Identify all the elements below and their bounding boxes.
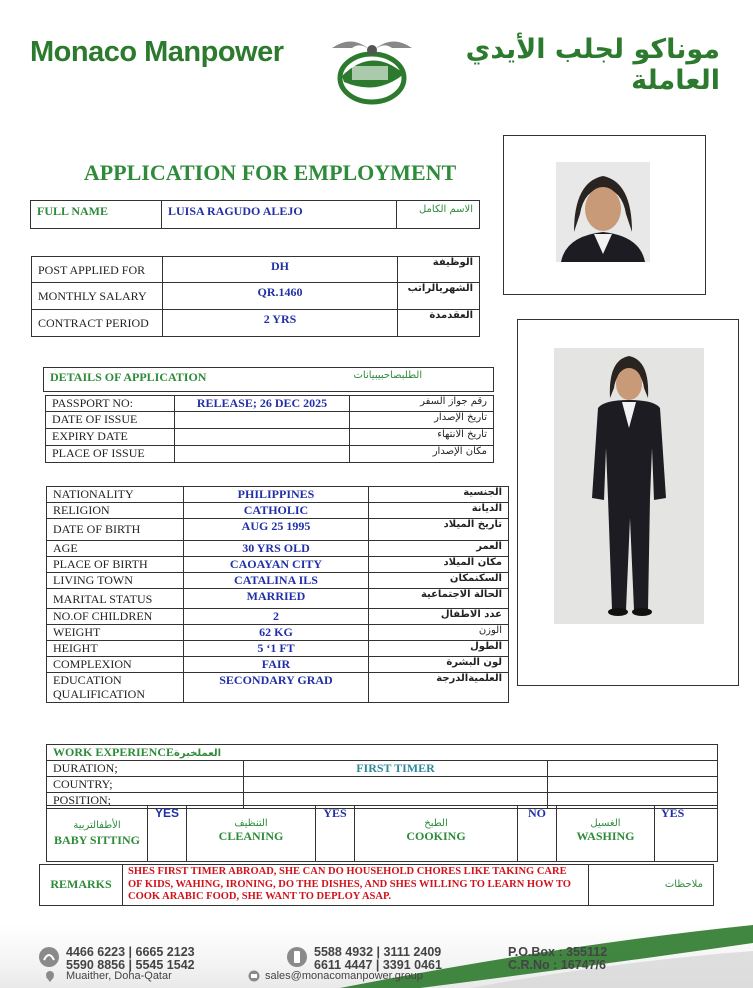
skill-answer: YES	[655, 806, 718, 862]
phones-line-4: 6611 4447 | 3391 0461	[314, 958, 442, 972]
table-row	[47, 761, 718, 777]
personal-value: 2	[184, 609, 369, 625]
location-icon	[44, 970, 56, 982]
passport-label: EXPIRY DATE	[46, 429, 175, 446]
table-row	[47, 657, 509, 673]
table-row	[47, 573, 509, 589]
personal-value: 5 ‘1 FT	[184, 641, 369, 657]
personal-value: PHILIPPINES	[184, 487, 369, 503]
remarks-label-arabic: ملاحظات	[589, 865, 714, 906]
job-label: MONTHLY SALARY	[32, 283, 163, 310]
job-label-arabic: العقدمدة	[398, 310, 480, 337]
skill-label: BABY SITTING	[54, 833, 140, 847]
work-experience-title-arabic: العملخبرة	[174, 748, 222, 759]
skills-table	[46, 805, 718, 862]
personal-label: NATIONALITY	[47, 487, 184, 503]
personal-label: DATE OF BIRTH	[47, 519, 184, 541]
full-name-value: LUISA RAGUDO ALEJO	[162, 201, 397, 229]
personal-label-arabic: الوزن	[369, 625, 509, 641]
application-details-header	[43, 367, 494, 392]
brand-name-arabic: موناكو لجلب الأيدي العاملة	[465, 34, 720, 96]
work-value	[244, 777, 548, 793]
table-row	[47, 589, 509, 609]
mobile-icon	[286, 946, 308, 968]
table-row	[47, 641, 509, 657]
passport-label: PLACE OF ISSUE	[46, 446, 175, 463]
passport-value	[175, 412, 350, 429]
personal-label: HEIGHT	[47, 641, 184, 657]
skill-cell	[355, 806, 518, 862]
skill-label-arabic: الأطفالتربية	[73, 820, 121, 831]
remarks-label: REMARKS	[40, 865, 123, 906]
table-row	[47, 541, 509, 557]
skill-answer: YES	[148, 806, 187, 862]
personal-label-arabic: العمر	[369, 541, 509, 557]
skill-answer: YES	[316, 806, 355, 862]
passport-label-arabic: مكان الإصدار	[350, 446, 494, 463]
job-label: POST APPLIED FOR	[32, 257, 163, 283]
address: Muaither, Doha-Qatar	[66, 970, 172, 982]
personal-value: CATALINA ILS	[184, 573, 369, 589]
skill-label-arabic: الطبخ	[424, 818, 448, 829]
job-label-arabic: الشهريالراتب	[398, 283, 480, 310]
passport-value	[175, 446, 350, 463]
application-details-title-arabic: الطلبصاحبيبيانات	[348, 368, 494, 392]
personal-label: PLACE OF BIRTH	[47, 557, 184, 573]
portrait-photo-frame	[503, 135, 706, 295]
phone-icon	[38, 946, 60, 968]
table-row	[32, 310, 480, 337]
job-value: QR.1460	[163, 283, 398, 310]
passport-label: PASSPORT NO:	[46, 396, 175, 412]
table-row	[32, 283, 480, 310]
table-row	[47, 503, 509, 519]
table-row	[47, 777, 718, 793]
table-row	[46, 429, 494, 446]
remarks-table	[39, 864, 714, 906]
table-row	[47, 806, 718, 862]
personal-label-arabic: السكنمكان	[369, 573, 509, 589]
table-row	[47, 625, 509, 641]
personal-label-arabic: الطول	[369, 641, 509, 657]
personal-label-arabic: العلميةالدرجة	[369, 673, 509, 703]
portrait-photo-icon	[556, 162, 650, 262]
personal-label-arabic: تاريخ الميلاد	[369, 519, 509, 541]
personal-label-arabic: عدد الاطفال	[369, 609, 509, 625]
personal-value: SECONDARY GRAD	[184, 673, 369, 703]
skill-label-arabic: التنظيف	[234, 818, 268, 829]
personal-label: EDUCATION QUALIFICATION	[47, 673, 184, 703]
table-row	[47, 519, 509, 541]
application-details-title: DETAILS OF APPLICATION	[44, 368, 348, 392]
personal-label-arabic: مكان الميلاد	[369, 557, 509, 573]
work-value: FIRST TIMER	[244, 761, 548, 777]
job-label-arabic: الوظيفة	[398, 257, 480, 283]
personal-value: 62 KG	[184, 625, 369, 641]
table-row	[46, 412, 494, 429]
job-label: CONTRACT PERIOD	[32, 310, 163, 337]
phones-line-2: 5590 8856 | 5545 1542	[66, 958, 195, 972]
table-row	[47, 487, 509, 503]
personal-label-arabic: الديانة	[369, 503, 509, 519]
work-label: DURATION;	[47, 761, 244, 777]
skill-cell	[557, 806, 655, 862]
table-row	[46, 396, 494, 412]
passport-value	[175, 429, 350, 446]
po-box: P.O.Box : 355112	[508, 945, 608, 959]
personal-value: AUG 25 1995	[184, 519, 369, 541]
personal-label: WEIGHT	[47, 625, 184, 641]
personal-value: FAIR	[184, 657, 369, 673]
personal-details-table	[46, 486, 509, 703]
form-title: APPLICATION FOR EMPLOYMENT	[83, 160, 457, 185]
cr-number: C.R.No : 16747/6	[508, 958, 606, 972]
work-label: POSITION;	[47, 793, 244, 809]
remarks-text: SHES FIRST TIMER ABROAD, SHE CAN DO HOUSEHOLD CHORES LIKE TAKING CARE OF KIDS, WAHING, IRONING, DO THE DISHES, AND SHES WILLING TO LEARN HOW TO COOK ARABIC FOOD, SHE WANT TO DEPLOY ASAP.	[123, 865, 589, 906]
passport-label: DATE OF ISSUE	[46, 412, 175, 429]
passport-label-arabic: تاريخ الإصدار	[350, 412, 494, 429]
full-body-photo-icon	[554, 348, 704, 624]
personal-label: NO.OF CHILDREN	[47, 609, 184, 625]
personal-label-arabic: لون البشرة	[369, 657, 509, 673]
full-name-label: FULL NAME	[31, 201, 162, 229]
company-logo-icon	[322, 26, 422, 108]
email-address[interactable]: sales@monacomanpower.group	[265, 970, 423, 982]
passport-label-arabic: رقم جواز السفر	[350, 396, 494, 412]
personal-value: MARRIED	[184, 589, 369, 609]
personal-label: AGE	[47, 541, 184, 557]
table-row	[47, 745, 718, 761]
personal-value: 30 YRS OLD	[184, 541, 369, 557]
full-name-label-arabic: الاسم الكامل	[397, 201, 480, 229]
personal-label-arabic: الحالة الاجتماعية	[369, 589, 509, 609]
full-name-table	[30, 200, 480, 229]
personal-value: CAOAYAN CITY	[184, 557, 369, 573]
table-row	[47, 557, 509, 573]
personal-label: COMPLEXION	[47, 657, 184, 673]
passport-value: RELEASE; 26 DEC 2025	[175, 396, 350, 412]
table-row	[46, 446, 494, 463]
work-extra-cell	[548, 761, 718, 777]
skill-label: COOKING	[406, 829, 466, 843]
skill-label-arabic: الغسيل	[590, 818, 621, 829]
passport-label-arabic: تاريخ الانتهاء	[350, 429, 494, 446]
skill-cell	[47, 806, 148, 862]
email-icon	[248, 970, 260, 982]
personal-label: RELIGION	[47, 503, 184, 519]
phones-line-1: 4466 6223 | 6665 2123	[66, 945, 195, 959]
skill-label: WASHING	[576, 829, 635, 843]
passport-table	[45, 395, 494, 463]
full-body-photo-frame	[517, 319, 739, 686]
phones-line-3: 5588 4932 | 3111 2409	[314, 945, 442, 959]
work-extra-cell	[548, 777, 718, 793]
personal-label: LIVING TOWN	[47, 573, 184, 589]
work-experience-title: WORK EXPERIENCE	[53, 745, 175, 759]
work-label: COUNTRY;	[47, 777, 244, 793]
skill-answer: NO	[518, 806, 557, 862]
table-row	[47, 673, 509, 703]
personal-value: CATHOLIC	[184, 503, 369, 519]
job-value: 2 YRS	[163, 310, 398, 337]
brand-name: Monaco Manpower	[30, 36, 284, 68]
personal-label: MARITAL STATUS	[47, 589, 184, 609]
personal-label-arabic: الجنسية	[369, 487, 509, 503]
skill-cell	[187, 806, 316, 862]
job-value: DH	[163, 257, 398, 283]
job-table	[31, 256, 480, 337]
skill-label: CLEANING	[218, 829, 284, 843]
table-row	[47, 609, 509, 625]
table-row	[32, 257, 480, 283]
work-experience-table	[46, 744, 718, 809]
